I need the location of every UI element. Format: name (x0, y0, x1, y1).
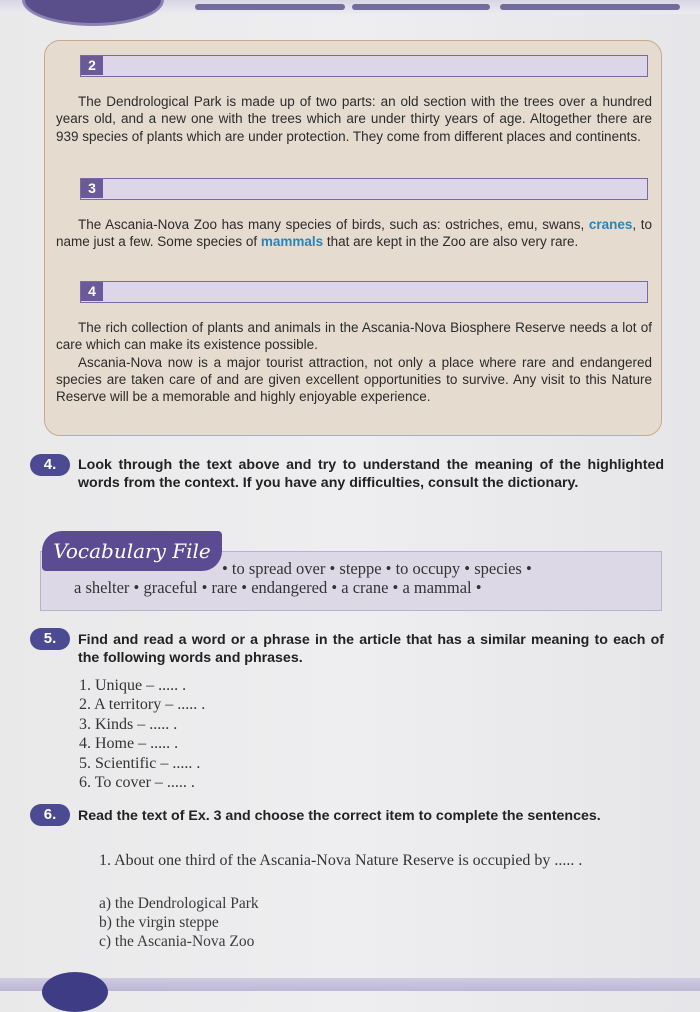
unit-header-badge (22, 0, 164, 26)
exercise-5-item: 4. Home – ..... . (79, 735, 179, 752)
exercise-4-badge: 4. (30, 454, 70, 476)
section-4-paragraph: The rich collection of plants and animals in the Ascania-Nova Biosphere Reserve needs a lot of care which can make its existence possible. Ascania-Nova now is a major tourist attraction, not only a place where rare and endangered species are taken care of and are given excellent opportunities to survive. Any visit to this Nature Reserve will be a memorable and highly enjoyable experience. (56, 320, 652, 405)
section-number: 2 (81, 56, 103, 75)
exercise-5-item: 1. Unique – ..... . (79, 677, 187, 694)
section-3-header (80, 178, 648, 200)
answer-option: b) the virgin steppe (99, 914, 219, 931)
vocabulary-file-title: Vocabulary File (42, 531, 222, 571)
exercise-6-question: 1. About one third of the Ascania-Nova Nature Reserve is occupied by ..... . (99, 852, 583, 869)
section-2-paragraph: The Dendrological Park is made up of two parts: an old section with the trees over a hundred years old, and a new one with the trees which are under thirty years of age. Altogether there are 939 species of plants which are under protection. They come from different places and continents. (56, 94, 652, 144)
answer-option: a) the Dendrological Park (99, 895, 259, 912)
vocabulary-line: • to spread over • steppe • to occupy • species • (222, 559, 532, 578)
exercise-5-badge: 5. (30, 628, 70, 650)
exercise-6-badge: 6. (30, 804, 70, 826)
exercise-6-instruction: Read the text of Ex. 3 and choose the correct item to complete the sentences. (78, 808, 601, 824)
section-3-paragraph: The Ascania-Nova Zoo has many species of birds, such as: ostriches, emu, swans, cranes, to name just a few. Some species of mammals that are kept in the Zoo are also very rare. (56, 217, 652, 250)
page-number-badge (42, 972, 108, 1012)
top-decorative-line (352, 4, 490, 10)
highlighted-word-cranes: cranes (588, 217, 633, 232)
exercise-4-instruction: Look through the text above and try to understand the meaning of the highlighted words from the context. If you have any difficulties, consult the dictionary. (78, 457, 664, 491)
exercise-5-instruction: Find and read a word or a phrase in the article that has a similar meaning to each of the following words and phrases. (78, 632, 664, 666)
exercise-5-item: 5. Scientific – ..... . (79, 755, 201, 772)
section-number: 4 (81, 282, 103, 301)
section-4-header (80, 281, 648, 303)
highlighted-word-mammals: mammals (260, 234, 324, 250)
answer-option: c) the Ascania-Nova Zoo (99, 933, 255, 950)
exercise-5-item: 6. To cover – ..... . (79, 774, 195, 791)
vocabulary-line: a shelter • graceful • rare • endangered • a crane • a mammal • (74, 578, 482, 597)
exercise-5-item: 2. A territory – ..... . (79, 696, 206, 713)
section-number: 3 (81, 179, 103, 198)
exercise-5-item: 3. Kinds – ..... . (79, 716, 178, 733)
top-decorative-line (500, 4, 680, 10)
section-2-header (80, 55, 648, 77)
top-decorative-line (195, 4, 345, 10)
